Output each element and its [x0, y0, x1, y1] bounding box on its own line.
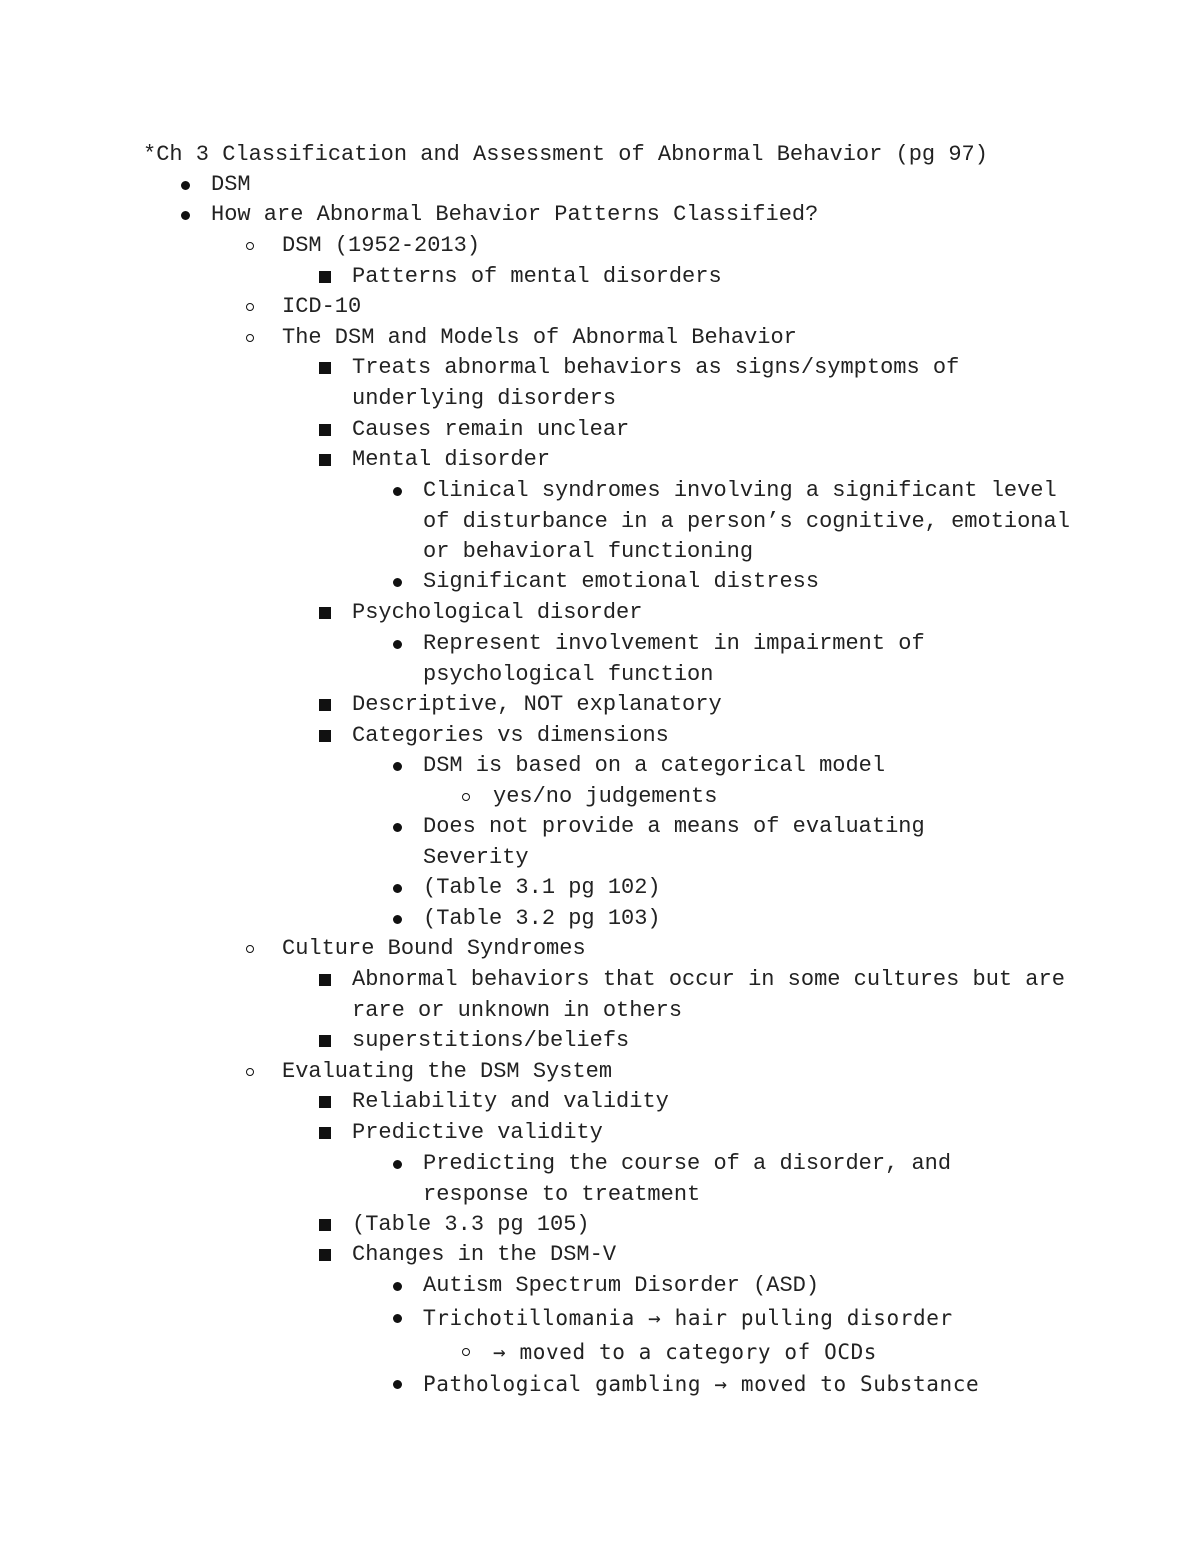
- list-item: Descriptive, NOT explanatory: [352, 690, 1092, 721]
- list-item: Patterns of mental disorders: [352, 262, 1092, 293]
- list-item: Culture Bound Syndromes: [282, 934, 1102, 965]
- square-bullet-icon: [310, 415, 340, 446]
- list-item: Evaluating the DSM System: [282, 1057, 1102, 1088]
- filled-bullet-icon: [382, 1149, 412, 1180]
- hollow-bullet-icon: [235, 231, 265, 262]
- square-bullet-icon: [310, 1118, 340, 1149]
- list-item: Pathological gambling → moved to Substance: [423, 1369, 1083, 1400]
- filled-bullet-icon: [382, 904, 412, 935]
- hollow-bullet-icon: [451, 1337, 481, 1368]
- square-bullet-icon: [310, 598, 340, 629]
- filled-bullet-icon: [382, 1271, 412, 1302]
- filled-bullet-icon: [382, 751, 412, 782]
- list-item: How are Abnormal Behavior Patterns Classified?: [211, 200, 1111, 231]
- list-item: DSM (1952-2013): [282, 231, 1102, 262]
- filled-bullet-icon: [382, 476, 412, 507]
- list-item: Mental disorder: [352, 445, 1092, 476]
- filled-bullet-icon: [170, 200, 200, 231]
- hollow-bullet-icon: [235, 1057, 265, 1088]
- hollow-bullet-icon: [235, 934, 265, 965]
- list-item: DSM: [211, 170, 1111, 201]
- filled-bullet-icon: [382, 567, 412, 598]
- square-bullet-icon: [310, 721, 340, 752]
- filled-bullet-icon: [170, 170, 200, 201]
- square-bullet-icon: [310, 1240, 340, 1271]
- list-item: Abnormal behaviors that occur in some cultures but are rare or unknown in others: [352, 965, 1072, 1026]
- filled-bullet-icon: [382, 629, 412, 660]
- list-item: Treats abnormal behaviors as signs/symptoms of underlying disorders: [352, 353, 1022, 414]
- list-item: yes/no judgements: [493, 782, 1093, 813]
- list-item: Changes in the DSM-V: [352, 1240, 1092, 1271]
- filled-bullet-icon: [382, 1303, 412, 1334]
- list-item: Clinical syndromes involving a significant level of disturbance in a person’s cognitive, emotional or behavioral functioning: [423, 476, 1073, 568]
- square-bullet-icon: [310, 1087, 340, 1118]
- list-item: Does not provide a means of evaluating Severity: [423, 812, 983, 873]
- square-bullet-icon: [310, 690, 340, 721]
- filled-bullet-icon: [382, 1369, 412, 1400]
- square-bullet-icon: [310, 965, 340, 996]
- list-item: Psychological disorder: [352, 598, 1092, 629]
- list-item: DSM is based on a categorical model: [423, 751, 1083, 782]
- list-item: Predictive validity: [352, 1118, 1092, 1149]
- list-item: Reliability and validity: [352, 1087, 1092, 1118]
- square-bullet-icon: [310, 353, 340, 384]
- list-item: (Table 3.1 pg 102): [423, 873, 1083, 904]
- square-bullet-icon: [310, 1026, 340, 1057]
- list-item: Causes remain unclear: [352, 415, 1092, 446]
- list-item: superstitions/beliefs: [352, 1026, 1092, 1057]
- list-item: → moved to a category of OCDs: [493, 1337, 1093, 1368]
- list-item: Categories vs dimensions: [352, 721, 1092, 752]
- filled-bullet-icon: [382, 812, 412, 843]
- hollow-bullet-icon: [235, 323, 265, 354]
- list-item: Predicting the course of a disorder, and response to treatment: [423, 1149, 1023, 1210]
- list-item: Trichotillomania → hair pulling disorder: [423, 1303, 1083, 1334]
- page-title: *Ch 3 Classification and Assessment of Abnormal Behavior (pg 97): [143, 142, 988, 167]
- filled-bullet-icon: [382, 873, 412, 904]
- list-item: Represent involvement in impairment of psychological function: [423, 629, 983, 690]
- list-item: (Table 3.3 pg 105): [352, 1210, 1092, 1241]
- square-bullet-icon: [310, 445, 340, 476]
- list-item: ICD-10: [282, 292, 1102, 323]
- list-item: Autism Spectrum Disorder (ASD): [423, 1271, 1083, 1302]
- hollow-bullet-icon: [451, 782, 481, 813]
- square-bullet-icon: [310, 262, 340, 293]
- hollow-bullet-icon: [235, 292, 265, 323]
- square-bullet-icon: [310, 1210, 340, 1241]
- list-item: The DSM and Models of Abnormal Behavior: [282, 323, 1102, 354]
- list-item: (Table 3.2 pg 103): [423, 904, 1083, 935]
- list-item: Significant emotional distress: [423, 567, 1083, 598]
